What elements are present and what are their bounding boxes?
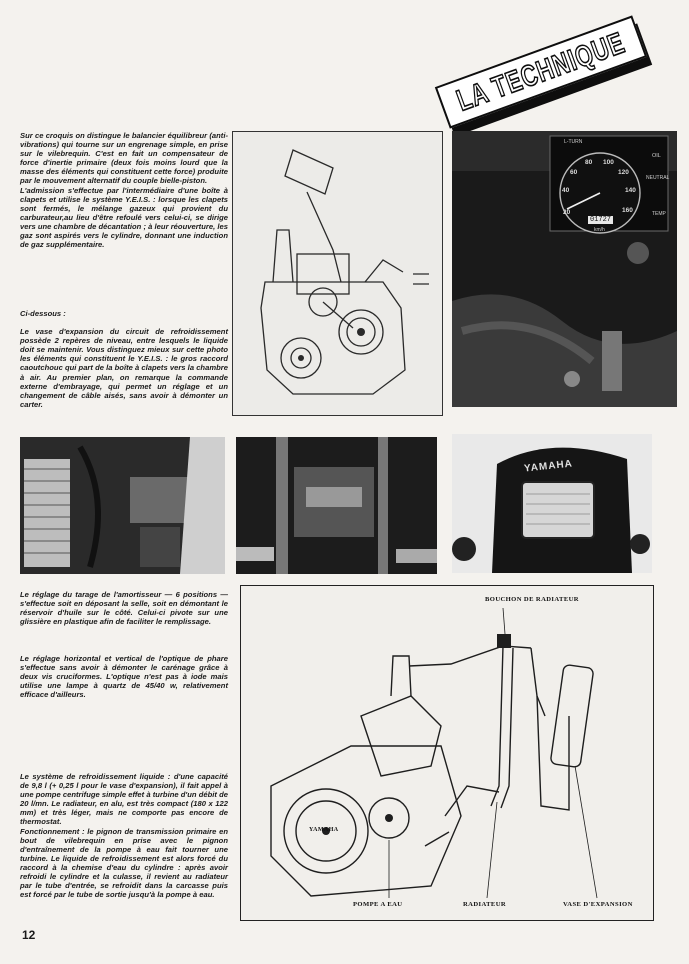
speedo-tick-160: 160 — [622, 207, 633, 214]
lamp-temp: TEMP — [652, 211, 666, 217]
speedo-tick-100: 100 — [603, 159, 614, 166]
lamp-neutral: NEUTRAL — [646, 175, 670, 181]
section-title: LA TECHNIQUE — [452, 25, 630, 118]
headlight-photo — [452, 434, 652, 573]
speedo-tick-80: 80 — [585, 159, 593, 166]
label-bouchon-radiateur: BOUCHON DE RADIATEUR — [485, 596, 579, 603]
speedo-tick-20: 20 — [563, 209, 571, 216]
caption-dessous — [20, 309, 228, 409]
page-number: 12 — [22, 928, 36, 942]
cooling-system-diagram — [240, 585, 654, 921]
radiator-photo — [20, 437, 225, 574]
caption-optique-text: Le réglage horizontal et vertical de l'optique de phare s'effectue sans avoir à démonter le carénage grâce à deux vis cruciformes. L'optique n'est pas à iode mais utilise une lampe à quartz de 45/40 w, relativement efficace d'ailleurs. — [20, 654, 228, 700]
lamp-oil: OIL — [652, 153, 661, 159]
engine-sketch — [232, 131, 443, 416]
caption-amortisseur-text: Le réglage du tarage de l'amortisseur — 6 positions — s'effectue soit en déposant la selle, soit en démontant le réservoir d'huile sur le côté. Celui-ci pivote sur une glissière en plastique afin de faciliter le remplissage. — [20, 590, 228, 627]
speedo-tick-60: 60 — [570, 169, 578, 176]
speedo-tick-120: 120 — [618, 169, 629, 176]
label-vase-expansion: VASE D'EXPANSION — [563, 901, 633, 908]
caption-balancier — [20, 131, 228, 249]
dashboard-photo — [452, 131, 677, 407]
engine-case-brand: YAMAHA — [309, 827, 339, 833]
caption-dessous-body: Le vase d'expansion du circuit de refroidissement possède 2 repères de niveau, entre lesquels le liquide doit se maintenir. Vous distinguez mieux sur cette photo les éléments qui constituent le Y.E.I.S. : le gros raccord caoutchouc qui part de la boîte à clapets vers la chambre à air. Au premier plan, on remarque la commande externe d'embrayage, qui permet un réglage et un changement de câble aisés, sans avoir à démonter un carter. — [20, 327, 228, 409]
caption-balancier-p1: Sur ce croquis on distingue le balancier équilibreur (anti-vibrations) qui tourne sur un engrenage simple, en prise sur le vilebrequin. C'est en fait un compensateur de force d'inertie primaire (deux fois moins lourd que la masse des éléments qui constituent cette force) produite par le mouvement alternatif du couple bielle-piston. — [20, 131, 228, 186]
caption-refroidissement-p1: Le système de refroidissement liquide : d'une capacité de 9,8 l (+ 0,25 l pour le vase d'expansion), il fait appel à une pompe centrifuge simple effet à turbine d'un débit de 20 l/mn. Le radiateur, en alu, est très compact (180 x 122 mm) et très léger, mais ne comporte pas encore de thermostat. — [20, 772, 228, 827]
caption-optique — [20, 654, 228, 699]
odometer: 01727 — [590, 216, 612, 224]
caption-balancier-p2: L'admission s'effectue par l'intermédiaire d'une boîte à clapets et utilise le système Y.E.I.S. : lorsque les clapets sont fermés, le mélange gazeux qui provient du carburateur,au lieu d'être refoulé vers celui-ci, se dirige vers une chambre de décantation ; à leur réouverture, les gaz sont aspirés vers le cylindre, donnant une induction de gaz supplémentaire. — [20, 185, 228, 250]
caption-refroidissement-p2: Fonctionnement : le pignon de transmission primaire en bout de vilebrequin en prise avec le pignon d'entraînement de la pompe à eau fait tourner une turbine. Le liquide de refroidissement est alors forcé du raccord à la chemise d'eau du cylindre : après avoir refroidi le cylindre et la culasse, il revient au radiateur par le tube d'entrée, se refroidit dans la carcasse puis est forcé par le tube de sortie jusqu'à la pompe à eau. — [20, 826, 228, 900]
caption-dessous-heading: Ci-dessous : — [20, 309, 66, 318]
label-radiateur: RADIATEUR — [463, 901, 507, 908]
shock-absorber-photo — [236, 437, 437, 574]
speed-unit: km/h — [594, 227, 605, 233]
lamp-turn: L-TURN — [564, 139, 583, 145]
caption-refroidissement — [20, 772, 228, 899]
caption-amortisseur — [20, 590, 228, 626]
label-pompe-a-eau: POMPE A EAU — [353, 901, 403, 908]
speedo-tick-40: 40 — [562, 187, 570, 194]
headlight-brand: YAMAHA — [523, 458, 574, 475]
speedo-tick-140: 140 — [625, 187, 636, 194]
